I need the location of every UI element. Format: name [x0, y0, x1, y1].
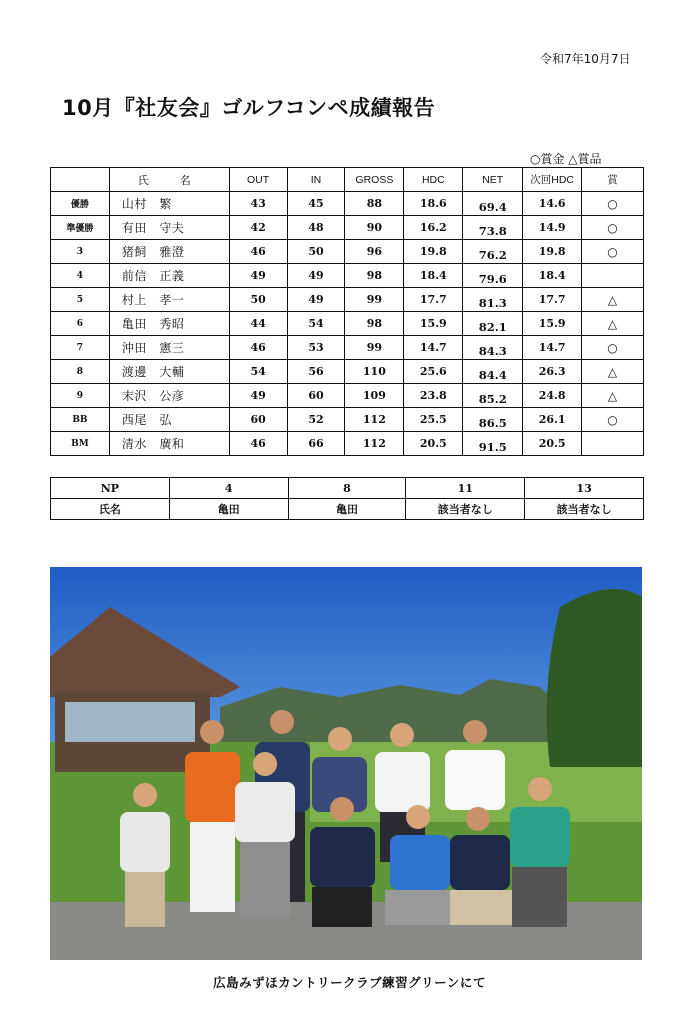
- result-row: [51, 192, 644, 216]
- result-prize: ○: [582, 336, 644, 360]
- net-value: 84.4: [478, 367, 507, 382]
- result-name: 亀田 秀昭: [109, 312, 229, 336]
- nearpin-winner: 該当者なし: [525, 499, 644, 520]
- result-net: [463, 312, 523, 336]
- net-value: 81.3: [478, 295, 507, 310]
- result-net: [463, 408, 523, 432]
- result-rank: 5: [51, 288, 110, 312]
- result-row: [51, 312, 644, 336]
- result-in: 56: [287, 360, 345, 384]
- result-name: 渡邊 大輔: [109, 360, 229, 384]
- net-value: 86.5: [478, 415, 507, 430]
- result-rank: 6: [51, 312, 110, 336]
- result-in: 53: [287, 336, 345, 360]
- result-next-hdc: 17.7: [523, 288, 582, 312]
- result-in: 54: [287, 312, 345, 336]
- result-hdc: 14.7: [404, 336, 463, 360]
- result-rank: 3: [51, 240, 110, 264]
- result-rank: 優勝: [51, 192, 110, 216]
- result-next-hdc: 18.4: [523, 264, 582, 288]
- result-row: [51, 264, 644, 288]
- result-rank: 9: [51, 384, 110, 408]
- header-gross: GROSS: [345, 168, 404, 192]
- photo-caption: 広島みずほカントリークラブ練習グリーンにて: [213, 975, 486, 990]
- header-in: IN: [287, 168, 345, 192]
- nearpin-hole: 4: [169, 478, 288, 499]
- result-net: [463, 360, 523, 384]
- result-next-hdc: 19.8: [523, 240, 582, 264]
- result-prize: [582, 264, 644, 288]
- net-value: 91.5: [478, 439, 507, 454]
- result-row: [51, 288, 644, 312]
- result-hdc: 20.5: [404, 432, 463, 456]
- net-value: 76.2: [478, 247, 507, 262]
- result-hdc: 17.7: [404, 288, 463, 312]
- result-next-hdc: 26.3: [523, 360, 582, 384]
- net-value: 82.1: [478, 319, 507, 334]
- result-next-hdc: 26.1: [523, 408, 582, 432]
- result-prize: ○: [582, 216, 644, 240]
- net-value: 69.4: [478, 199, 507, 214]
- result-gross: 110: [345, 360, 404, 384]
- page-title: 10月『社友会』ゴルフコンペ成績報告: [62, 96, 436, 120]
- header-hdc: HDC: [404, 168, 463, 192]
- result-name: 猪飼 雅澄: [109, 240, 229, 264]
- header-name: 氏 名: [109, 168, 229, 192]
- result-out: 60: [229, 408, 287, 432]
- result-name: 村上 孝一: [109, 288, 229, 312]
- result-net: [463, 192, 523, 216]
- nearpin-winner: 該当者なし: [406, 499, 525, 520]
- results-table: [50, 167, 644, 456]
- result-hdc: 18.6: [404, 192, 463, 216]
- result-name: 山村 繁: [109, 192, 229, 216]
- result-row: [51, 360, 644, 384]
- nearpin-winner: 亀田: [169, 499, 288, 520]
- result-next-hdc: 14.9: [523, 216, 582, 240]
- header-prize: 賞: [582, 168, 644, 192]
- results-header-row: [51, 168, 644, 192]
- net-value: 73.8: [478, 223, 507, 238]
- result-out: 50: [229, 288, 287, 312]
- nearpin-winner-row: [51, 499, 644, 520]
- report-date: 令和7年10月7日: [540, 52, 631, 66]
- result-row: [51, 216, 644, 240]
- result-rank: 4: [51, 264, 110, 288]
- result-out: 44: [229, 312, 287, 336]
- group-photo: [50, 567, 642, 960]
- result-name: 西尾 弘: [109, 408, 229, 432]
- result-net: [463, 264, 523, 288]
- result-gross: 90: [345, 216, 404, 240]
- result-in: 60: [287, 384, 345, 408]
- result-out: 43: [229, 192, 287, 216]
- result-in: 49: [287, 288, 345, 312]
- result-prize: △: [582, 360, 644, 384]
- net-value: 84.3: [478, 343, 507, 358]
- result-prize: ○: [582, 192, 644, 216]
- result-name: 末沢 公彦: [109, 384, 229, 408]
- result-gross: 99: [345, 288, 404, 312]
- result-gross: 112: [345, 432, 404, 456]
- result-net: [463, 216, 523, 240]
- result-out: 49: [229, 264, 287, 288]
- result-next-hdc: 14.6: [523, 192, 582, 216]
- result-out: 49: [229, 384, 287, 408]
- result-row: [51, 336, 644, 360]
- result-prize: ○: [582, 408, 644, 432]
- result-row: [51, 432, 644, 456]
- nearpin-hole: 13: [525, 478, 644, 499]
- net-value: 85.2: [478, 391, 507, 406]
- header-net: NET: [463, 168, 523, 192]
- result-out: 46: [229, 432, 287, 456]
- result-hdc: 23.8: [404, 384, 463, 408]
- result-rank: 8: [51, 360, 110, 384]
- result-rank: 7: [51, 336, 110, 360]
- result-net: [463, 384, 523, 408]
- result-rank: 準優勝: [51, 216, 110, 240]
- result-hdc: 16.2: [404, 216, 463, 240]
- result-gross: 112: [345, 408, 404, 432]
- nearpin-label: NP: [51, 478, 170, 499]
- result-in: 66: [287, 432, 345, 456]
- result-net: [463, 432, 523, 456]
- result-hdc: 25.6: [404, 360, 463, 384]
- nearpin-table: [50, 477, 644, 520]
- result-gross: 109: [345, 384, 404, 408]
- result-in: 49: [287, 264, 345, 288]
- result-in: 50: [287, 240, 345, 264]
- result-name: 前信 正義: [109, 264, 229, 288]
- result-row: [51, 408, 644, 432]
- result-name: 有田 守夫: [109, 216, 229, 240]
- result-hdc: 15.9: [404, 312, 463, 336]
- prize-legend: ○賞金 △賞品: [530, 152, 602, 166]
- result-out: 46: [229, 336, 287, 360]
- result-out: 54: [229, 360, 287, 384]
- result-net: [463, 288, 523, 312]
- result-name: 清水 廣和: [109, 432, 229, 456]
- result-in: 45: [287, 192, 345, 216]
- tree-right: [547, 589, 642, 767]
- result-rank: BB: [51, 408, 110, 432]
- result-gross: 96: [345, 240, 404, 264]
- result-row: [51, 240, 644, 264]
- result-prize: ○: [582, 240, 644, 264]
- result-row: [51, 384, 644, 408]
- result-prize: △: [582, 312, 644, 336]
- result-next-hdc: 24.8: [523, 384, 582, 408]
- result-prize: △: [582, 288, 644, 312]
- result-next-hdc: 14.7: [523, 336, 582, 360]
- result-prize: [582, 432, 644, 456]
- shelter-window: [65, 702, 195, 742]
- result-next-hdc: 15.9: [523, 312, 582, 336]
- result-gross: 98: [345, 264, 404, 288]
- nearpin-hole: 8: [288, 478, 406, 499]
- header-out: OUT: [229, 168, 287, 192]
- nearpin-winner: 亀田: [288, 499, 406, 520]
- result-net: [463, 336, 523, 360]
- nearpin-name-label: 氏名: [51, 499, 170, 520]
- result-gross: 88: [345, 192, 404, 216]
- result-rank: BM: [51, 432, 110, 456]
- result-prize: △: [582, 384, 644, 408]
- result-out: 46: [229, 240, 287, 264]
- result-gross: 99: [345, 336, 404, 360]
- result-out: 42: [229, 216, 287, 240]
- result-in: 48: [287, 216, 345, 240]
- result-in: 52: [287, 408, 345, 432]
- result-hdc: 18.4: [404, 264, 463, 288]
- result-next-hdc: 20.5: [523, 432, 582, 456]
- result-hdc: 19.8: [404, 240, 463, 264]
- net-value: 79.6: [478, 271, 507, 286]
- result-hdc: 25.5: [404, 408, 463, 432]
- result-net: [463, 240, 523, 264]
- nearpin-hole-row: [51, 478, 644, 499]
- header-next-hdc: 次回HDC: [523, 168, 582, 192]
- result-gross: 98: [345, 312, 404, 336]
- result-name: 沖田 憲三: [109, 336, 229, 360]
- nearpin-hole: 11: [406, 478, 525, 499]
- header-rank: [51, 168, 110, 192]
